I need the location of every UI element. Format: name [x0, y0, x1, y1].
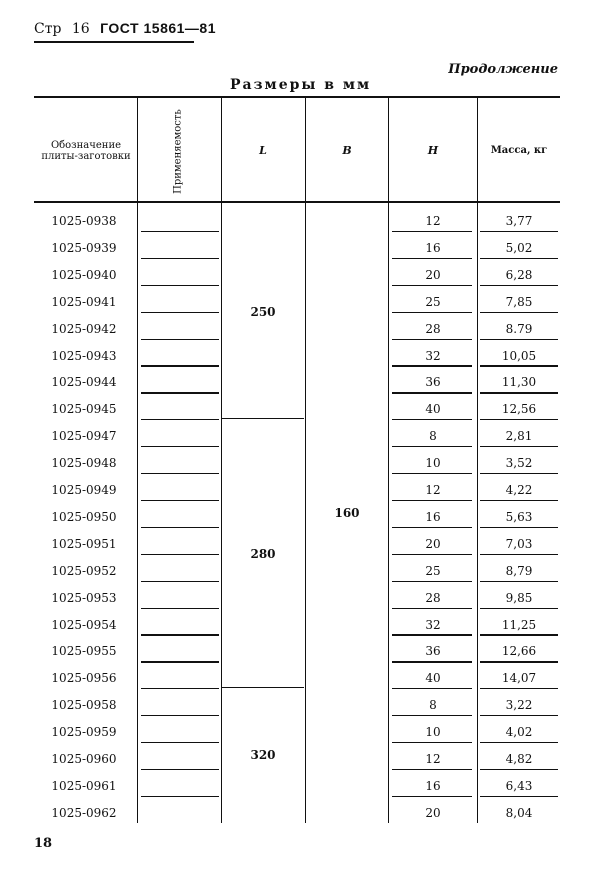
- cell-mass: 5,63: [505, 509, 533, 524]
- table-caption: Размеры в мм: [230, 77, 372, 93]
- applicability-row-rule: [141, 527, 219, 528]
- applicability-row-rule: [141, 796, 219, 797]
- cell-mass: 4,82: [505, 752, 533, 766]
- mass-row-rule: [480, 715, 558, 716]
- cell-mass: 9,85: [505, 590, 533, 605]
- cell-designation: 1025-0958: [51, 698, 117, 713]
- cell-H: 16: [425, 778, 441, 793]
- table-top-rule: [34, 96, 560, 98]
- cell-mass: 6,43: [505, 778, 533, 793]
- H-row-rule: [392, 661, 472, 662]
- applicability-row-rule: [141, 742, 219, 743]
- cell-mass: 3,22: [505, 698, 533, 713]
- cell-designation: 1025-0945: [51, 402, 117, 417]
- cell-mass: 2,81: [505, 429, 533, 444]
- col-sep-2: [221, 98, 222, 823]
- cell-H: 10: [425, 456, 441, 471]
- cell-mass: 12,66: [501, 644, 537, 659]
- mass-row-rule: [480, 688, 558, 689]
- cell-designation: 1025-0949: [51, 483, 117, 497]
- col-header-designation: Обозначение плиты-заготовки: [41, 140, 131, 162]
- cell-H: 25: [425, 563, 441, 578]
- footer-page-number: 18: [34, 836, 53, 851]
- applicability-row-rule: [141, 554, 219, 555]
- mass-row-rule: [480, 392, 558, 393]
- col-sep-4: [388, 98, 389, 823]
- H-row-rule: [392, 608, 472, 609]
- col-sep-1: [137, 98, 138, 823]
- applicability-row-rule: [141, 661, 219, 662]
- header-rule: [34, 41, 194, 43]
- cell-mass: 14,07: [501, 671, 537, 686]
- mass-row-rule: [480, 581, 558, 582]
- cell-designation: 1025-0952: [51, 563, 117, 578]
- cell-H: 8: [429, 429, 437, 444]
- cell-designation: 1025-0959: [51, 725, 117, 740]
- L-group-value: 320: [250, 748, 276, 763]
- mass-row-rule: [480, 446, 558, 447]
- col-header-H: H: [427, 144, 439, 157]
- cell-designation: 1025-0962: [51, 805, 117, 820]
- applicability-row-rule: [141, 715, 219, 716]
- cell-H: 36: [425, 644, 441, 659]
- mass-row-rule: [480, 634, 558, 635]
- H-row-rule: [392, 554, 472, 555]
- H-row-rule: [392, 473, 472, 474]
- mass-row-rule: [480, 473, 558, 474]
- H-row-rule: [392, 688, 472, 689]
- mass-row-rule: [480, 365, 558, 366]
- mass-row-rule: [480, 419, 558, 420]
- mass-row-rule: [480, 231, 558, 232]
- mass-row-rule: [480, 554, 558, 555]
- cell-mass: 11,30: [501, 375, 537, 390]
- applicability-row-rule: [141, 365, 219, 366]
- cell-mass: 8,04: [505, 805, 533, 820]
- applicability-row-rule: [141, 339, 219, 340]
- applicability-row-rule: [141, 769, 219, 770]
- cell-mass: 5,02: [505, 240, 533, 255]
- page-number: 16: [71, 21, 90, 37]
- mass-row-rule: [480, 742, 558, 743]
- H-row-rule: [392, 419, 472, 420]
- col-sep-3: [305, 98, 306, 823]
- continued-label: Продолжение: [448, 62, 558, 77]
- mass-row-rule: [480, 258, 558, 259]
- cell-mass: 7,03: [505, 536, 533, 551]
- cell-designation: 1025-0940: [51, 267, 117, 282]
- cell-designation: 1025-0961: [51, 778, 117, 793]
- L-group-rule: [222, 687, 304, 688]
- cell-H: 36: [425, 375, 441, 390]
- col-sep-5: [477, 98, 478, 823]
- H-row-rule: [392, 634, 472, 635]
- cell-mass: 12,56: [501, 402, 537, 417]
- cell-mass: 10,05: [501, 348, 537, 363]
- cell-H: 20: [425, 267, 441, 282]
- L-group-value: 250: [250, 304, 276, 319]
- H-row-rule: [392, 258, 472, 259]
- cell-H: 32: [425, 617, 441, 632]
- cell-H: 25: [425, 294, 441, 309]
- applicability-row-rule: [141, 634, 219, 635]
- applicability-row-rule: [141, 446, 219, 447]
- H-row-rule: [392, 769, 472, 770]
- cell-H: 12: [425, 752, 441, 766]
- cell-mass: 3,77: [505, 214, 533, 228]
- header-bottom-rule: [34, 201, 560, 203]
- B-group-value: 160: [334, 506, 360, 521]
- applicability-row-rule: [141, 473, 219, 474]
- applicability-row-rule: [141, 419, 219, 420]
- col-header-L: L: [259, 144, 267, 157]
- cell-H: 16: [425, 240, 441, 255]
- cell-H: 32: [425, 348, 441, 363]
- mass-row-rule: [480, 500, 558, 501]
- col-header-mass: Масса, кг: [490, 145, 548, 156]
- applicability-row-rule: [141, 258, 219, 259]
- cell-H: 12: [425, 483, 441, 497]
- H-row-rule: [392, 581, 472, 582]
- cell-H: 20: [425, 536, 441, 551]
- cell-mass: 4,02: [505, 725, 533, 740]
- running-header: [34, 20, 222, 37]
- mass-row-rule: [480, 339, 558, 340]
- cell-designation: 1025-0944: [51, 375, 117, 390]
- applicability-row-rule: [141, 312, 219, 313]
- cell-designation: 1025-0947: [51, 429, 117, 444]
- H-row-rule: [392, 231, 472, 232]
- H-row-rule: [392, 500, 472, 501]
- cell-H: 16: [425, 509, 441, 524]
- applicability-row-rule: [141, 285, 219, 286]
- cell-mass: 4,22: [505, 483, 533, 497]
- H-row-rule: [392, 285, 472, 286]
- cell-designation: 1025-0948: [51, 456, 117, 471]
- cell-designation: 1025-0953: [51, 590, 117, 605]
- col-header-applicability: Применяемость: [172, 109, 184, 194]
- cell-designation: 1025-0939: [51, 240, 117, 255]
- mass-row-rule: [480, 527, 558, 528]
- cell-designation: 1025-0942: [51, 321, 117, 336]
- cell-designation: 1025-0943: [51, 348, 117, 363]
- cell-designation: 1025-0956: [51, 671, 117, 686]
- applicability-row-rule: [141, 500, 219, 501]
- standard-number: ГОСТ 15861—81: [100, 20, 217, 36]
- L-group-value: 280: [250, 546, 276, 561]
- H-row-rule: [392, 446, 472, 447]
- cell-H: 12: [425, 214, 441, 228]
- H-row-rule: [392, 339, 472, 340]
- H-row-rule: [392, 796, 472, 797]
- applicability-row-rule: [141, 581, 219, 582]
- cell-H: 40: [425, 402, 441, 417]
- page-prefix: Стр: [34, 21, 62, 37]
- cell-mass: 3,52: [505, 456, 533, 471]
- applicability-row-rule: [141, 688, 219, 689]
- col-header-B: B: [342, 144, 352, 157]
- H-row-rule: [392, 527, 472, 528]
- cell-mass: 8.79: [505, 321, 533, 336]
- applicability-row-rule: [141, 392, 219, 393]
- H-row-rule: [392, 365, 472, 366]
- cell-designation: 1025-0954: [51, 617, 117, 632]
- mass-row-rule: [480, 661, 558, 662]
- cell-designation: 1025-0941: [51, 294, 117, 309]
- applicability-row-rule: [141, 231, 219, 232]
- cell-H: 20: [425, 805, 441, 820]
- cell-H: 10: [425, 725, 441, 740]
- cell-designation: 1025-0955: [51, 644, 117, 659]
- cell-designation: 1025-0960: [51, 752, 117, 766]
- cell-designation: 1025-0950: [51, 509, 117, 524]
- cell-mass: 8,79: [505, 563, 533, 578]
- L-group-rule: [222, 418, 304, 419]
- cell-H: 40: [425, 671, 441, 686]
- mass-row-rule: [480, 796, 558, 797]
- H-row-rule: [392, 312, 472, 313]
- H-row-rule: [392, 715, 472, 716]
- mass-row-rule: [480, 312, 558, 313]
- mass-row-rule: [480, 285, 558, 286]
- H-row-rule: [392, 742, 472, 743]
- cell-designation: 1025-0951: [51, 536, 117, 551]
- cell-H: 28: [425, 321, 441, 336]
- cell-H: 8: [429, 698, 437, 713]
- cell-designation: 1025-0938: [51, 214, 117, 228]
- cell-H: 28: [425, 590, 441, 605]
- mass-row-rule: [480, 769, 558, 770]
- cell-mass: 6,28: [505, 267, 533, 282]
- cell-mass: 7,85: [505, 294, 533, 309]
- mass-row-rule: [480, 608, 558, 609]
- H-row-rule: [392, 392, 472, 393]
- applicability-row-rule: [141, 608, 219, 609]
- cell-mass: 11,25: [501, 617, 537, 632]
